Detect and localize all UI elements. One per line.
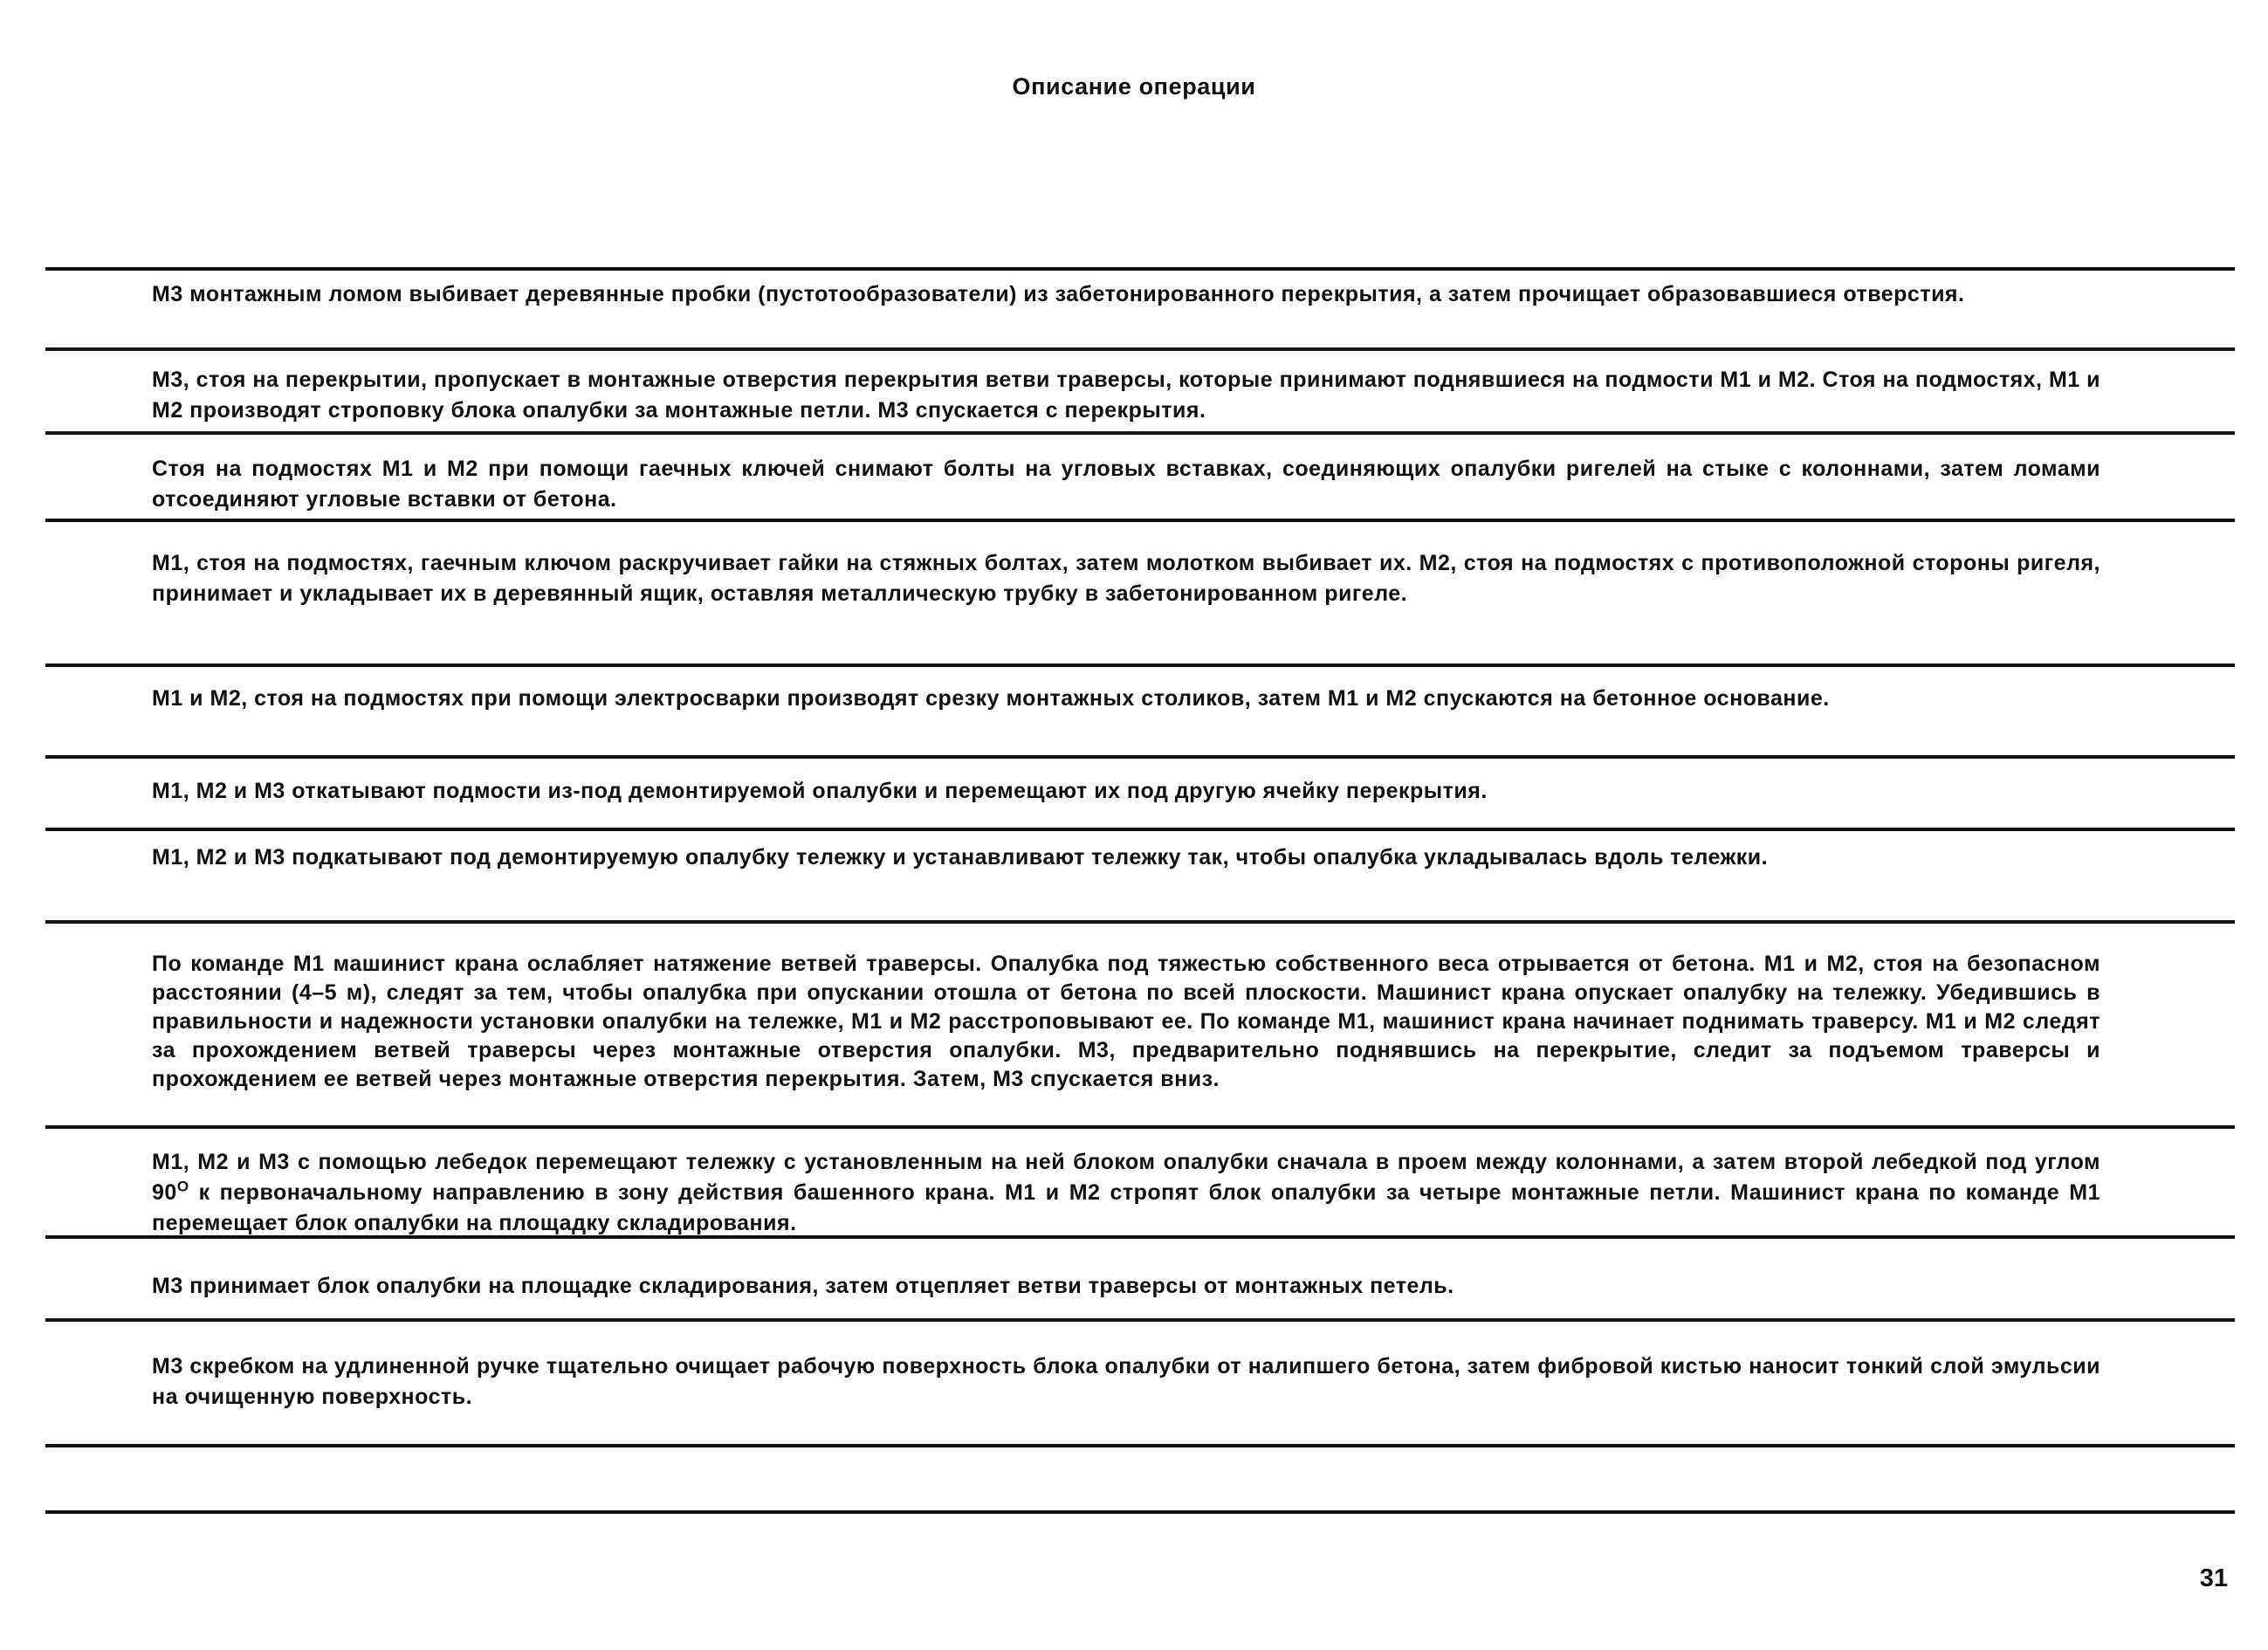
operation-paragraph: М1, М2 и М3 откатывают подмости из-под демонтируемой опалубки и перемещают их под другую ячейку перекрытия. xyxy=(152,779,1488,803)
operation-paragraph: М3 монтажным ломом выбивает деревянные пробки (пустотообразователи) из забетонированного перекрытия, а затем прочищает образовавшиеся отверстия. xyxy=(152,282,1965,306)
divider xyxy=(45,1235,2235,1239)
divider xyxy=(45,1444,2235,1447)
divider xyxy=(45,1318,2235,1322)
divider xyxy=(45,920,2235,924)
operation-paragraph: По команде М1 машинист крана ослабляет натяжение ветвей траверсы. Опалубка под тяжестью собственного веса отрывается от бетона. М1 и М2, стоя на безопасном расстоянии (4–5 м), следят за тем, чтобы опалубка при опускании отошла от бетона по всей плоскости. Машинист крана опускает опалубку на тележку. Убедившись в правильности и надежности установки опалубки на тележке, М1 и М2 расстроповывают ее. По команде М1, машинист крана начинает поднимать траверсу. М1 и М2 следят за прохождением ветвей траверсы через монтажные отверстия опалубки. М3, предварительно поднявшись на перекрытие, следит за подъемом траверсы и прохождением ее ветвей через монтажные отверстия перекрытия. Затем, М3 спускается вниз. xyxy=(152,952,2100,1091)
divider xyxy=(45,1125,2235,1129)
divider xyxy=(45,267,2235,271)
degree-superscript: О xyxy=(176,1178,189,1195)
divider xyxy=(45,431,2235,435)
page-number: 31 xyxy=(2199,1564,2228,1592)
divider xyxy=(45,519,2235,522)
operation-paragraph: М3 скребком на удлиненной ручке тщательно очищает рабочую поверхность блока опалубки от налипшего бетона, затем фибровой кистью наносит тонкий слой эмульсии на очищенную поверхность. xyxy=(152,1354,2100,1409)
operation-paragraph xyxy=(152,1147,2100,1239)
operation-paragraph: Стоя на подмостях М1 и М2 при помощи гаечных ключей снимают болты на угловых вставках, соединяющих опалубки ригелей на стыке с колоннами, затем ломами отсоединяют угловые вставки от бетона. xyxy=(152,457,2100,512)
divider xyxy=(45,347,2235,351)
operation-text: к первоначальному направлению в зону действия башенного крана. М1 и М2 стропят блок опалубки за четыре монтажные петли. Машинист крана по команде М1 перемещает блок опалубки на площадку складирования. xyxy=(152,1180,2100,1235)
divider xyxy=(45,755,2235,759)
divider xyxy=(45,663,2235,667)
divider xyxy=(45,828,2235,831)
operation-paragraph: М1, стоя на подмостях, гаечным ключом раскручивает гайки на стяжных болтах, затем молотком выбивает их. М2, стоя на подмостях с противоположной стороны ригеля, принимает и укладывает их в деревянный ящик, оставляя металлическую трубку в забетонированном ригеле. xyxy=(152,551,2100,606)
operation-text: М1, М2 и М3 с помощью лебедок перемещают тележку с установленным на ней блоком опалубки сначала в проем между колоннами, а затем второй лебедкой под углом 90 xyxy=(152,1150,2100,1205)
page-title: Описание операции xyxy=(1012,73,1256,100)
divider xyxy=(45,1510,2235,1514)
operation-paragraph: М1, М2 и М3 подкатывают под демонтируемую опалубку тележку и устанавливают тележку так, чтобы опалубка укладывалась вдоль тележки. xyxy=(152,845,1769,870)
operation-paragraph: М1 и М2, стоя на подмостях при помощи электросварки производят срезку монтажных столиков, затем М1 и М2 спускаются на бетонное основание. xyxy=(152,686,1830,711)
operation-paragraph: М3, стоя на перекрытии, пропускает в монтажные отверстия перекрытия ветви траверсы, которые принимают поднявшиеся на подмости М1 и М2. Стоя на подмостях, М1 и М2 производят строповку блока опалубки за монтажные петли. М3 спускается с перекрытия. xyxy=(152,368,2100,423)
operation-paragraph: М3 принимает блок опалубки на площадке складирования, затем отцепляет ветви траверсы от монтажных петель. xyxy=(152,1274,1454,1298)
